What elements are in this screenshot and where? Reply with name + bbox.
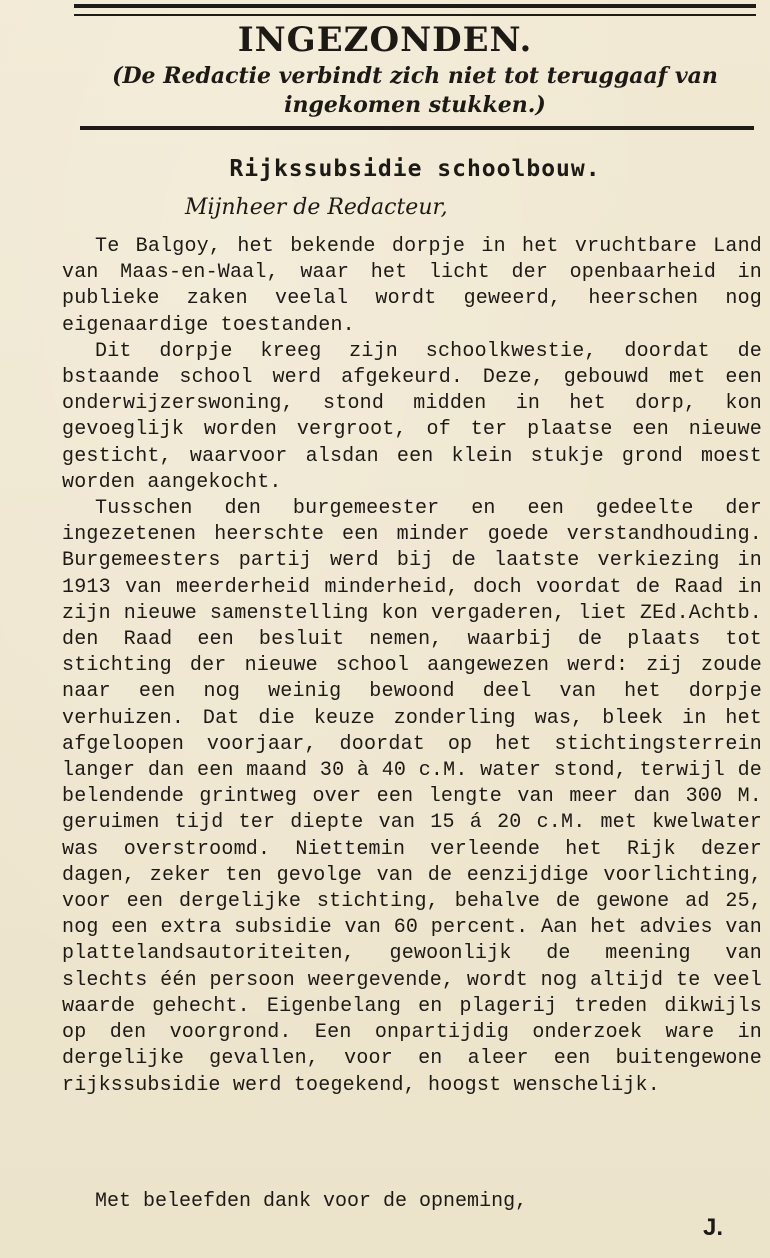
section-heading: INGEZONDEN. — [237, 20, 533, 60]
paragraph-1: Te Balgoy, het bekende dorpje in het vruchtbare Land van Maas-en-Waal, waar het licht der openbaarheid in publieke zaken veelal wordt geweerd, heerschen nog eigenaardige toestanden. — [62, 235, 762, 337]
section-divider-rule — [80, 126, 754, 130]
top-double-rule — [74, 4, 756, 16]
article-body — [62, 234, 762, 1099]
closing-line: Met beleefden dank voor de opneming, — [95, 1190, 528, 1213]
paragraph-3: Tusschen den burgemeester en een gedeelte der ingezetenen heerschte een minder goede verstandhouding. Burgemeesters partij werd bij de laatste verkiezing in 1913 van meerderheid minderheid, doch voordat de Raad in zijn nieuwe samenstelling kon vergaderen, liet ZEd.Achtb. den Raad een besluit nemen, waarbij de plaats tot stichting der nieuwe school aangewezen werd: zij zoude naar een nog weinig bewoond deel van het dorpje verhuizen. Dat die keuze zonderling was, bleek in het afgeloopen voorjaar, doordat op het stichtingsterrein langer dan een maand 30 à 40 c.M. water stond, terwijl de belendende grintweg over een lengte van meer dan 300 M. geruimen tijd ter diepte van 15 á 20 c.M. met kwelwater was overstroomd. Niettemin verleende het Rijk dezer dagen, zeker ten gevolge van de eenzijdige voorlichting, voor een dergelijke stichting, behalve de gewone ad 25, nog een extra subsidie van 60 percent. Aan het advies van plattelandsautoriteiten, gewoonlijk de meening van slechts één persoon weergevende, wordt nog altijd te veel waarde gehecht. Eigenbelang en plagerij treden dikwijls op den voorgrond. Een onpartijdig onderzoek ware in dergelijke gevallen, voor en aleer een buitengewone rijkssubsidie werd toegekend, hoogst wenschelijk. — [62, 497, 762, 1097]
paragraph-2: Dit dorpje kreeg zijn schoolkwestie, doordat de bstaande school werd afgekeurd. Deze, gebouwd met een onderwijzerswoning, stond midden in het dorp, kon gevoeglijk worden vergroot, of ter plaatse een nieuwe gesticht, waarvoor alsdan een klein stukje grond moest worden aangekocht. — [62, 339, 762, 494]
article-title: Rijkssubsidie schoolbouw. — [229, 156, 601, 182]
signature: J. — [703, 1214, 724, 1241]
editorial-disclaimer: (De Redactie verbindt zich niet tot teruggaaf van ingekomen stukken.) — [112, 63, 718, 118]
salutation: Mijnheer de Redacteur, — [185, 195, 448, 220]
